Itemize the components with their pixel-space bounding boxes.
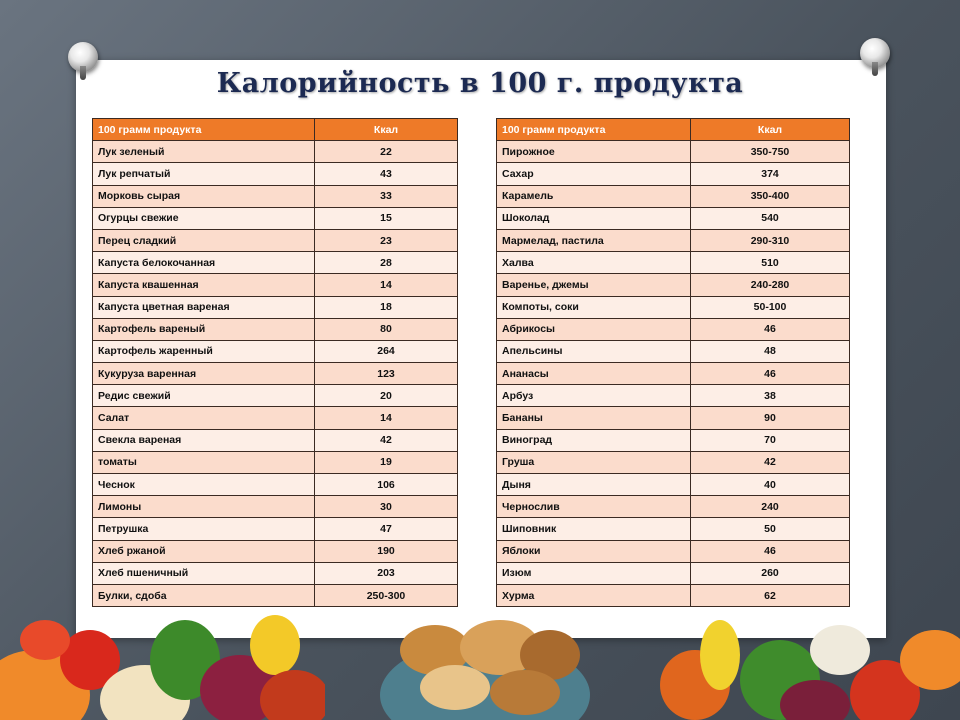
kcal-value-cell: 106 bbox=[315, 474, 458, 496]
kcal-value-cell: 19 bbox=[315, 451, 458, 473]
product-name-cell: Виноград bbox=[497, 429, 691, 451]
product-name-cell: томаты bbox=[93, 451, 315, 473]
table-row bbox=[497, 584, 850, 606]
kcal-value-cell: 15 bbox=[315, 207, 458, 229]
kcal-value-cell: 240 bbox=[691, 496, 850, 518]
product-name-cell: Бананы bbox=[497, 407, 691, 429]
table-row bbox=[497, 252, 850, 274]
product-name-cell: Лук репчатый bbox=[93, 163, 315, 185]
product-name-cell: Дыня bbox=[497, 474, 691, 496]
product-name-cell: Мармелад, пастила bbox=[497, 229, 691, 251]
kcal-value-cell: 264 bbox=[315, 340, 458, 362]
table-row bbox=[93, 518, 458, 540]
kcal-value-cell: 350-400 bbox=[691, 185, 850, 207]
kcal-value-cell: 14 bbox=[315, 407, 458, 429]
kcal-value-cell: 50 bbox=[691, 518, 850, 540]
column-header-kcal: Ккал bbox=[691, 119, 850, 141]
product-name-cell: Огурцы свежие bbox=[93, 207, 315, 229]
bread-basket-image bbox=[380, 610, 590, 720]
kcal-value-cell: 510 bbox=[691, 252, 850, 274]
table-row bbox=[93, 340, 458, 362]
column-header-kcal: Ккал bbox=[315, 119, 458, 141]
kcal-value-cell: 290-310 bbox=[691, 229, 850, 251]
kcal-value-cell: 38 bbox=[691, 385, 850, 407]
kcal-value-cell: 23 bbox=[315, 229, 458, 251]
kcal-value-cell: 33 bbox=[315, 185, 458, 207]
kcal-value-cell: 14 bbox=[315, 274, 458, 296]
kcal-value-cell: 190 bbox=[315, 540, 458, 562]
product-name-cell: Редис свежий bbox=[93, 385, 315, 407]
product-name-cell: Шиповник bbox=[497, 518, 691, 540]
table-row bbox=[93, 474, 458, 496]
kcal-value-cell: 50-100 bbox=[691, 296, 850, 318]
table-row bbox=[93, 318, 458, 340]
product-name-cell: Капуста белокочанная bbox=[93, 252, 315, 274]
page-title: Калорийность в 100 г. продукта bbox=[216, 68, 744, 99]
kcal-value-cell: 250-300 bbox=[315, 584, 458, 606]
table-row bbox=[93, 207, 458, 229]
product-name-cell: Яблоки bbox=[497, 540, 691, 562]
kcal-value-cell: 70 bbox=[691, 429, 850, 451]
kcal-value-cell: 22 bbox=[315, 141, 458, 163]
kcal-value-cell: 240-280 bbox=[691, 274, 850, 296]
product-name-cell: Картофель вареный bbox=[93, 318, 315, 340]
table-row bbox=[93, 296, 458, 318]
kcal-value-cell: 374 bbox=[691, 163, 850, 185]
product-name-cell: Морковь сырая bbox=[93, 185, 315, 207]
table-row bbox=[93, 496, 458, 518]
product-name-cell: Свекла вареная bbox=[93, 429, 315, 451]
kcal-value-cell: 260 bbox=[691, 562, 850, 584]
product-name-cell: Кукуруза варенная bbox=[93, 363, 315, 385]
kcal-value-cell: 18 bbox=[315, 296, 458, 318]
kcal-value-cell: 28 bbox=[315, 252, 458, 274]
table-row bbox=[497, 562, 850, 584]
product-name-cell: Булки, сдоба bbox=[93, 584, 315, 606]
table-row bbox=[93, 385, 458, 407]
kcal-value-cell: 46 bbox=[691, 363, 850, 385]
product-name-cell: Компоты, соки bbox=[497, 296, 691, 318]
product-name-cell: Сахар bbox=[497, 163, 691, 185]
product-name-cell: Груша bbox=[497, 451, 691, 473]
column-header-product: 100 грамм продукта bbox=[497, 119, 691, 141]
product-name-cell: Чернослив bbox=[497, 496, 691, 518]
table-row bbox=[497, 274, 850, 296]
table-row bbox=[497, 496, 850, 518]
kcal-value-cell: 40 bbox=[691, 474, 850, 496]
product-name-cell: Изюм bbox=[497, 562, 691, 584]
table-row bbox=[497, 318, 850, 340]
table-header-row bbox=[497, 119, 850, 141]
kcal-value-cell: 47 bbox=[315, 518, 458, 540]
table-row bbox=[93, 229, 458, 251]
kcal-value-cell: 42 bbox=[315, 429, 458, 451]
calorie-table-left bbox=[92, 118, 458, 607]
product-name-cell: Капуста цветная вареная bbox=[93, 296, 315, 318]
table-row bbox=[93, 363, 458, 385]
kcal-value-cell: 540 bbox=[691, 207, 850, 229]
table-row bbox=[497, 429, 850, 451]
product-name-cell: Хлеб пшеничный bbox=[93, 562, 315, 584]
table-row bbox=[497, 540, 850, 562]
table-header-row bbox=[93, 119, 458, 141]
table-row bbox=[93, 407, 458, 429]
table-row bbox=[497, 407, 850, 429]
product-name-cell: Пирожное bbox=[497, 141, 691, 163]
table-row bbox=[93, 252, 458, 274]
table-row bbox=[497, 163, 850, 185]
kcal-value-cell: 350-750 bbox=[691, 141, 850, 163]
product-name-cell: Чеснок bbox=[93, 474, 315, 496]
table-row bbox=[497, 185, 850, 207]
table-row bbox=[93, 274, 458, 296]
table-row bbox=[93, 163, 458, 185]
product-name-cell: Ананасы bbox=[497, 363, 691, 385]
kcal-value-cell: 123 bbox=[315, 363, 458, 385]
table-row bbox=[93, 429, 458, 451]
kcal-value-cell: 90 bbox=[691, 407, 850, 429]
kcal-value-cell: 48 bbox=[691, 340, 850, 362]
table-row bbox=[93, 562, 458, 584]
table-row bbox=[497, 385, 850, 407]
kcal-value-cell: 43 bbox=[315, 163, 458, 185]
kcal-value-cell: 46 bbox=[691, 318, 850, 340]
kcal-value-cell: 46 bbox=[691, 540, 850, 562]
product-name-cell: Салат bbox=[93, 407, 315, 429]
calorie-table-right bbox=[496, 118, 850, 607]
kcal-value-cell: 80 bbox=[315, 318, 458, 340]
table-row bbox=[93, 584, 458, 606]
product-name-cell: Петрушка bbox=[93, 518, 315, 540]
product-name-cell: Капуста квашенная bbox=[93, 274, 315, 296]
kcal-value-cell: 42 bbox=[691, 451, 850, 473]
column-header-product: 100 грамм продукта bbox=[93, 119, 315, 141]
product-name-cell: Перец сладкий bbox=[93, 229, 315, 251]
product-name-cell: Лимоны bbox=[93, 496, 315, 518]
vegetables-image bbox=[0, 610, 325, 720]
fruits-image bbox=[660, 610, 960, 720]
pushpin-icon bbox=[860, 38, 890, 68]
product-name-cell: Картофель жаренный bbox=[93, 340, 315, 362]
product-name-cell: Апельсины bbox=[497, 340, 691, 362]
table-row bbox=[497, 296, 850, 318]
table-row bbox=[93, 185, 458, 207]
table-row bbox=[93, 540, 458, 562]
product-name-cell: Абрикосы bbox=[497, 318, 691, 340]
table-row bbox=[93, 141, 458, 163]
table-row bbox=[497, 207, 850, 229]
table-row bbox=[497, 340, 850, 362]
table-row bbox=[497, 474, 850, 496]
product-name-cell: Хлеб ржаной bbox=[93, 540, 315, 562]
product-name-cell: Варенье, джемы bbox=[497, 274, 691, 296]
product-name-cell: Арбуз bbox=[497, 385, 691, 407]
product-name-cell: Шоколад bbox=[497, 207, 691, 229]
kcal-value-cell: 20 bbox=[315, 385, 458, 407]
product-name-cell: Халва bbox=[497, 252, 691, 274]
table-row bbox=[497, 451, 850, 473]
table-row bbox=[93, 451, 458, 473]
table-row bbox=[497, 141, 850, 163]
table-row bbox=[497, 518, 850, 540]
product-name-cell: Карамель bbox=[497, 185, 691, 207]
kcal-value-cell: 203 bbox=[315, 562, 458, 584]
kcal-value-cell: 30 bbox=[315, 496, 458, 518]
table-row bbox=[497, 229, 850, 251]
product-name-cell: Лук зеленый bbox=[93, 141, 315, 163]
product-name-cell: Хурма bbox=[497, 584, 691, 606]
kcal-value-cell: 62 bbox=[691, 584, 850, 606]
table-row bbox=[497, 363, 850, 385]
